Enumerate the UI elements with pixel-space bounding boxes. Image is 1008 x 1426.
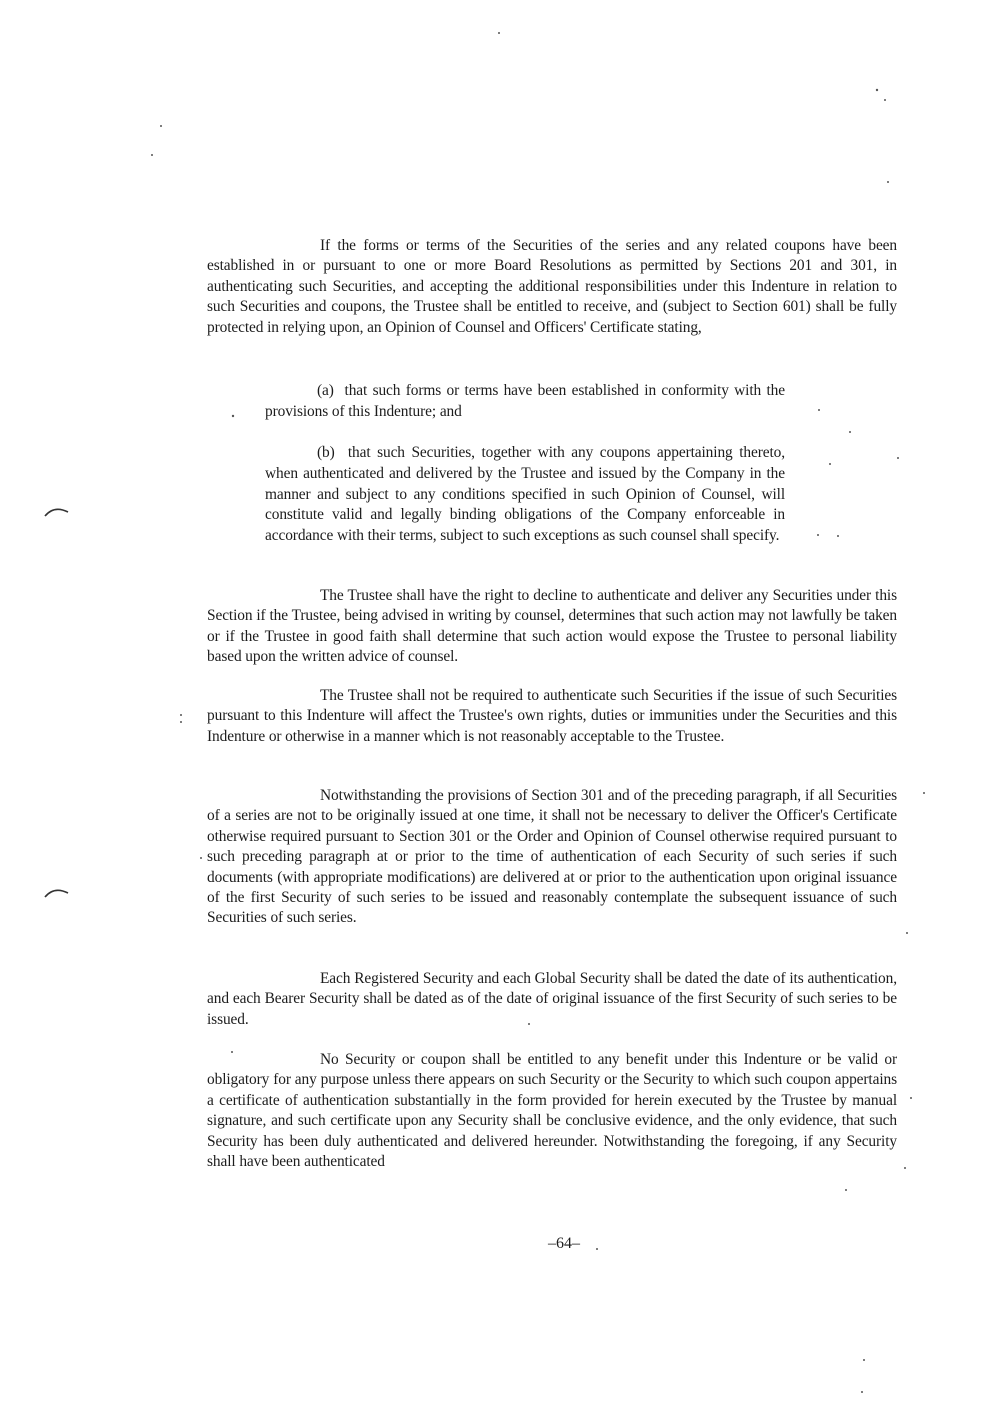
paragraph-no-security: No Security or coupon shall be entitled to any benefit under this Indenture or be valid or obligatory for any purpose unless there appears on such Security or the Security to which such coupon appertains a certificate of authentication substantially in the form provided for herein executed by the Trustee by manual signature, and such certificate upon any Security shall be conclusive evidence, and the only evidence, that such Security has been duly authenticated and delivered hereunder. Notwithstanding the foregoing, if any Security shall have been authenticated bbox=[207, 1051, 897, 1171]
binder-hole-mark-top bbox=[45, 509, 68, 516]
page-number: –64– bbox=[548, 1235, 580, 1252]
paragraph-right-to-decline: The Trustee shall have the right to decline to authenticate and deliver any Securities under this Section if the Trustee, being advised in writing by counsel, determines that such action may not lawfully be taken or if the Trustee in good faith shall determine that such action would expose the Trustee to personal liability based upon the written advice of counsel. bbox=[207, 587, 897, 666]
binder-hole-mark-bottom bbox=[45, 890, 68, 897]
paragraph-dated: Each Registered Security and each Global Security shall be dated the date of its authentication, and each Bearer Security shall be dated as of the date of original issuance of the first Security of such series to be issued. bbox=[207, 970, 897, 1028]
subclause-b-label: (b) bbox=[317, 444, 335, 461]
subclause-a-text: that such forms or terms have been established in conformity with the provisions of this Indenture; and bbox=[265, 382, 785, 420]
subclause-b-text: that such Securities, together with any coupons appertaining thereto, when authenticated and delivered by the Trustee and issued by the Company in the manner and subject to any conditions specified in such Opinion of Counsel, will constitute valid and legally binding obligations of the Company enforceable in accordance with their terms, subject to such exceptions as such counsel shall specify. bbox=[265, 444, 785, 545]
paragraph-notwithstanding: Notwithstanding the provisions of Section 301 and of the preceding paragraph, if all Securities of a series are not to be originally issued at one time, it shall not be necessary to deliver the Officer's Certificate otherwise required pursuant to Section 301 or the Order and Opinion of Counsel otherwise required pursuant to such preceding paragraph at or prior to the time of authentication of each Security of such series if such documents (with appropriate modifications) are delivered at or prior to the authentication upon original issuance of the first Security of such series to be issued and reasonably contemplate the subsequent issuance of such Securities of such series. bbox=[207, 787, 897, 927]
subclause-a-label: (a) bbox=[317, 382, 334, 399]
paragraph-forms-or-terms: If the forms or terms of the Securities of the series and any related coupons have been established in or pursuant to one or more Board Resolutions as permitted by Sections 201 and 301, in authenticating such Securities, and accepting the additional responsibilities under this Indenture in relation to such Securities and coupons, the Trustee shall be entitled to receive, and (subject to Section 601) shall be fully protected in relying upon, an Opinion of Counsel and Officers' Certificate stating, bbox=[207, 237, 897, 336]
subclause-a bbox=[265, 381, 785, 423]
subclause-b bbox=[265, 443, 785, 547]
paragraph-not-required: The Trustee shall not be required to authenticate such Securities if the issue of such Securities pursuant to this Indenture will affect the Trustee's own rights, duties or immunities under the Securities and this Indenture or otherwise in a manner which is not reasonably acceptable to the Trustee. bbox=[207, 687, 897, 745]
